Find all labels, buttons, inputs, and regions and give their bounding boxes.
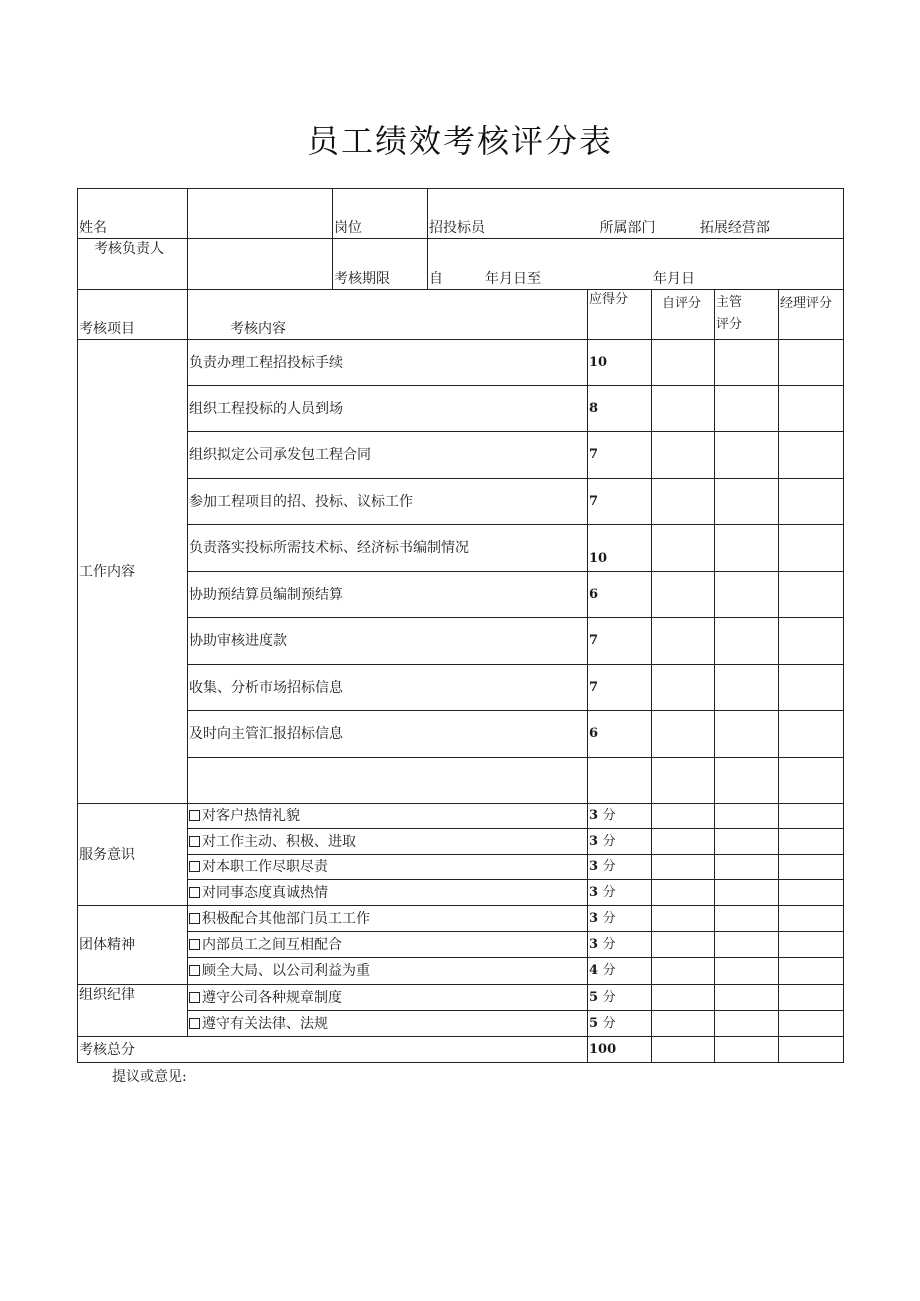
manager-score-cell[interactable] [779, 829, 844, 855]
manager-score-cell[interactable] [779, 958, 844, 985]
manager-score-cell[interactable] [779, 665, 844, 711]
manager-score-cell[interactable] [779, 1011, 844, 1037]
work-score-empty[interactable] [588, 758, 652, 804]
service-score [588, 880, 652, 906]
score-value: 3 [589, 936, 599, 952]
self-score-cell[interactable] [652, 432, 715, 479]
score-unit: 分 [602, 884, 616, 900]
self-score-cell[interactable] [652, 711, 715, 758]
discipline-score [588, 985, 652, 1011]
header-row-period [78, 239, 844, 290]
self-score-cell[interactable] [652, 758, 715, 804]
work-row [78, 479, 844, 525]
work-content: 参加工程项目的招、投标、议标工作 [188, 479, 588, 525]
score-unit: 分 [602, 989, 616, 1005]
team-score [588, 932, 652, 958]
self-score-cell[interactable] [652, 985, 715, 1011]
work-content: 组织工程投标的人员到场 [188, 386, 588, 432]
self-score-cell[interactable] [652, 525, 715, 572]
service-content [188, 829, 588, 855]
manager-score-cell[interactable] [779, 932, 844, 958]
team-content [188, 932, 588, 958]
reviewer-field[interactable] [188, 239, 333, 290]
supervisor-score-total[interactable] [715, 1037, 779, 1063]
work-score: 10 [588, 340, 652, 386]
score-unit: 分 [602, 910, 616, 926]
work-content: 协助审核进度款 [188, 618, 588, 665]
work-score: 7 [588, 665, 652, 711]
supervisor-score-cell[interactable] [715, 340, 779, 386]
work-content: 负责办理工程招投标手续 [188, 340, 588, 386]
checkbox[interactable] [189, 1018, 200, 1029]
self-score-cell[interactable] [652, 572, 715, 618]
manager-score-cell[interactable] [779, 340, 844, 386]
work-row-empty [78, 758, 844, 804]
supervisor-score-cell[interactable] [715, 665, 779, 711]
work-content: 协助预结算员编制预结算 [188, 572, 588, 618]
checkbox[interactable] [189, 939, 200, 950]
manager-score-cell[interactable] [779, 906, 844, 932]
self-score-cell[interactable] [652, 906, 715, 932]
self-score-cell[interactable] [652, 880, 715, 906]
score-unit: 分 [602, 963, 616, 978]
work-content: 及时向主管汇报招标信息 [188, 711, 588, 758]
column-content-header: 考核内容 [188, 290, 588, 340]
name-field[interactable] [188, 189, 333, 239]
section-service-label: 服务意识 [78, 804, 188, 906]
score-value: 3 [589, 910, 599, 926]
team-content [188, 958, 588, 985]
work-row [78, 572, 844, 618]
manager-score-cell[interactable] [779, 572, 844, 618]
evaluation-table [77, 188, 844, 1063]
score-value: 3 [589, 808, 599, 823]
manager-score-cell[interactable] [779, 479, 844, 525]
manager-score-cell[interactable] [779, 758, 844, 804]
checkbox[interactable] [189, 965, 200, 976]
reviewer-label: 考核负责人 [78, 239, 188, 290]
manager-score-total[interactable] [779, 1037, 844, 1063]
supervisor-score-cell[interactable] [715, 829, 779, 855]
manager-score-cell[interactable] [779, 804, 844, 829]
team-score [588, 906, 652, 932]
score-unit: 分 [602, 859, 616, 874]
service-content [188, 855, 588, 880]
self-score-cell[interactable] [652, 932, 715, 958]
score-value: 3 [589, 833, 599, 849]
position-department-cell [428, 189, 844, 239]
score-unit: 分 [602, 808, 616, 823]
supervisor-score-cell[interactable] [715, 525, 779, 572]
manager-score-cell[interactable] [779, 880, 844, 906]
supervisor-score-cell[interactable] [715, 758, 779, 804]
work-score: 7 [588, 432, 652, 479]
manager-score-cell[interactable] [779, 386, 844, 432]
work-score: 7 [588, 618, 652, 665]
score-value: 5 [589, 989, 599, 1005]
work-row [78, 525, 844, 572]
team-item-text: 顾全大局、以公司利益为重 [202, 963, 370, 979]
score-value: 3 [589, 884, 599, 900]
discipline-item-text: 遵守公司各种规章制度 [202, 989, 342, 1006]
column-supervisor-score-header [715, 290, 779, 340]
score-value: 3 [589, 859, 599, 874]
work-content: 组织拟定公司承发包工程合同 [188, 432, 588, 479]
self-score-total[interactable] [652, 1037, 715, 1063]
supervisor-score-cell[interactable] [715, 432, 779, 479]
team-row [78, 958, 844, 985]
self-score-cell[interactable] [652, 479, 715, 525]
self-score-cell[interactable] [652, 386, 715, 432]
work-content: 收集、分析市场招标信息 [188, 665, 588, 711]
supervisor-score-cell[interactable] [715, 386, 779, 432]
self-score-cell[interactable] [652, 665, 715, 711]
supervisor-score-cell[interactable] [715, 855, 779, 880]
score-unit: 分 [602, 936, 616, 952]
total-label: 考核总分 [78, 1037, 588, 1063]
supervisor-score-cell[interactable] [715, 880, 779, 906]
header-row-name [78, 189, 844, 239]
service-score [588, 855, 652, 880]
service-item-text: 对本职工作尽职尽责 [202, 859, 328, 875]
supervisor-score-cell[interactable] [715, 572, 779, 618]
column-header-row [78, 290, 844, 340]
supervisor-score-cell[interactable] [715, 985, 779, 1011]
total-row [78, 1037, 844, 1063]
manager-score-cell[interactable] [779, 711, 844, 758]
supervisor-score-cell[interactable] [715, 932, 779, 958]
service-score [588, 829, 652, 855]
score-unit: 分 [602, 833, 616, 849]
supervisor-header-line2: 评分 [716, 317, 743, 332]
column-due-score-header: 应得分 [588, 290, 652, 340]
name-label: 姓名 [78, 189, 188, 239]
period-cell [428, 239, 844, 290]
period-from: 自 [429, 271, 443, 287]
service-item-text: 对客户热情礼貌 [202, 808, 300, 824]
service-content [188, 804, 588, 829]
column-self-score-header: 自评分 [652, 290, 715, 340]
self-score-cell[interactable] [652, 1011, 715, 1037]
self-score-cell[interactable] [652, 804, 715, 829]
service-score [588, 804, 652, 829]
checkbox[interactable] [189, 887, 200, 898]
self-score-cell[interactable] [652, 340, 715, 386]
service-item-text: 对工作主动、积极、进取 [202, 833, 356, 850]
period-label: 考核期限 [333, 239, 428, 290]
service-content [188, 880, 588, 906]
page-title: 员工绩效考核评分表 [306, 122, 613, 160]
manager-score-cell[interactable] [779, 855, 844, 880]
department-label: 所属部门 [599, 220, 656, 236]
work-row [78, 711, 844, 758]
column-manager-score-header: 经理评分 [779, 290, 844, 340]
work-score: 8 [588, 386, 652, 432]
service-row [78, 829, 844, 855]
work-score: 7 [588, 479, 652, 525]
section-discipline-label: 组织纪律 [78, 985, 188, 1037]
work-row [78, 665, 844, 711]
self-score-cell[interactable] [652, 618, 715, 665]
work-row [78, 618, 844, 665]
work-content-empty[interactable] [188, 758, 588, 804]
supervisor-score-cell[interactable] [715, 618, 779, 665]
supervisor-score-cell[interactable] [715, 479, 779, 525]
supervisor-score-cell[interactable] [715, 804, 779, 829]
team-content [188, 906, 588, 932]
checkbox[interactable] [189, 913, 200, 924]
score-value: 5 [589, 1015, 599, 1031]
checkbox[interactable] [189, 836, 200, 847]
service-row [78, 804, 844, 829]
team-item-text: 积极配合其他部门员工工作 [202, 910, 370, 927]
total-score: 100 [588, 1037, 652, 1063]
remark-label: 提议或意见: [112, 1069, 187, 1085]
period-mid: 年月日至 [485, 271, 541, 287]
work-row [78, 386, 844, 432]
checkbox[interactable] [189, 992, 200, 1003]
section-team-label: 团体精神 [78, 906, 188, 985]
manager-score-cell[interactable] [779, 525, 844, 572]
supervisor-header-line1: 主管 [716, 295, 743, 310]
team-score [588, 958, 652, 985]
service-row [78, 855, 844, 880]
team-row [78, 906, 844, 932]
checkbox[interactable] [189, 810, 200, 821]
manager-score-cell[interactable] [779, 618, 844, 665]
supervisor-score-cell[interactable] [715, 958, 779, 985]
score-unit: 分 [602, 1015, 616, 1031]
column-item-header: 考核项目 [78, 290, 188, 340]
discipline-item-text: 遵守有关法律、法规 [202, 1015, 328, 1032]
supervisor-score-cell[interactable] [715, 906, 779, 932]
section-work-label: 工作内容 [78, 340, 188, 804]
position-value: 招投标员 [429, 220, 485, 236]
department-value: 拓展经营部 [699, 220, 770, 236]
service-row [78, 880, 844, 906]
work-row [78, 432, 844, 479]
checkbox[interactable] [189, 861, 200, 872]
service-item-text: 对同事态度真诚热情 [202, 884, 328, 901]
discipline-content [188, 985, 588, 1011]
discipline-content [188, 1011, 588, 1037]
supervisor-score-cell[interactable] [715, 711, 779, 758]
discipline-row [78, 985, 844, 1011]
work-score: 6 [588, 711, 652, 758]
work-content: 负责落实投标所需技术标、经济标书编制情况 [188, 525, 588, 572]
self-score-cell[interactable] [652, 855, 715, 880]
work-row [78, 340, 844, 386]
work-score: 10 [588, 525, 652, 572]
period-end: 年月日 [653, 271, 695, 287]
manager-score-cell[interactable] [779, 985, 844, 1011]
self-score-cell[interactable] [652, 958, 715, 985]
manager-score-cell[interactable] [779, 432, 844, 479]
team-item-text: 内部员工之间互相配合 [202, 936, 342, 953]
discipline-row [78, 1011, 844, 1037]
self-score-cell[interactable] [652, 829, 715, 855]
discipline-score [588, 1011, 652, 1037]
work-score: 6 [588, 572, 652, 618]
position-label: 岗位 [333, 189, 428, 239]
supervisor-score-cell[interactable] [715, 1011, 779, 1037]
team-row [78, 932, 844, 958]
score-value: 4 [589, 963, 599, 978]
